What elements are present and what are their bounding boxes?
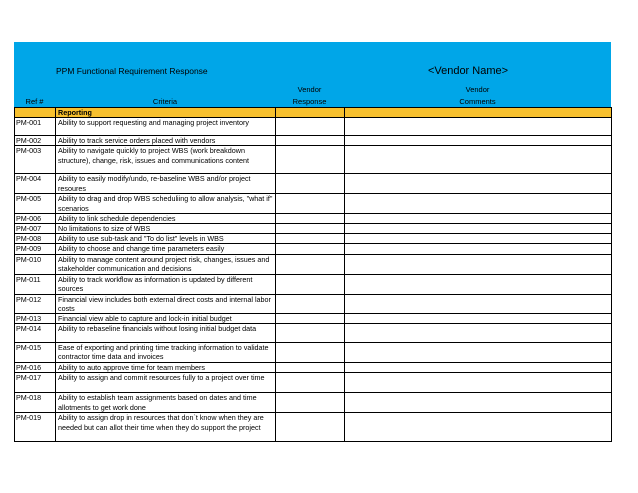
vendor-comments-cell[interactable] bbox=[345, 224, 612, 234]
section-response-cell bbox=[276, 108, 345, 118]
ref-cell: PM-006 bbox=[15, 213, 56, 223]
vendor-response-cell[interactable] bbox=[276, 213, 345, 223]
col-header-comments-line2: Comments bbox=[459, 97, 496, 106]
ref-cell: PM-009 bbox=[15, 244, 56, 254]
table-row bbox=[15, 244, 612, 254]
vendor-response-cell[interactable] bbox=[276, 118, 345, 136]
table-row bbox=[15, 174, 612, 194]
requirements-table bbox=[14, 107, 612, 442]
criteria-cell: Ability to track service orders placed with vendors bbox=[56, 136, 276, 146]
vendor-comments-cell[interactable] bbox=[345, 393, 612, 413]
ref-cell: PM-018 bbox=[15, 393, 56, 413]
criteria-cell: Ability to use sub-task and "To do list" levels in WBS bbox=[56, 234, 276, 244]
vendor-comments-cell[interactable] bbox=[345, 413, 612, 442]
vendor-response-cell[interactable] bbox=[276, 343, 345, 363]
vendor-comments-cell[interactable] bbox=[345, 343, 612, 363]
vendor-response-cell[interactable] bbox=[276, 224, 345, 234]
vendor-name: <Vendor Name> bbox=[427, 65, 509, 77]
vendor-comments-cell[interactable] bbox=[345, 373, 612, 393]
vendor-response-cell[interactable] bbox=[276, 174, 345, 194]
col-header-criteria: Criteria bbox=[152, 97, 178, 106]
col-header-comments-line1: Vendor bbox=[465, 85, 490, 94]
col-header-comments bbox=[344, 84, 611, 108]
vendor-comments-cell[interactable] bbox=[345, 363, 612, 373]
vendor-response-cell[interactable] bbox=[276, 393, 345, 413]
criteria-cell: Ability to support requesting and managing project inventory bbox=[56, 118, 276, 136]
table-row bbox=[15, 314, 612, 324]
table-row bbox=[15, 234, 612, 244]
section-label: Reporting bbox=[56, 108, 276, 118]
ref-cell: PM-003 bbox=[15, 146, 56, 174]
vendor-response-cell[interactable] bbox=[276, 363, 345, 373]
criteria-cell: Ability to link schedule dependencies bbox=[56, 213, 276, 223]
vendor-response-cell[interactable] bbox=[276, 244, 345, 254]
criteria-cell: Ability to auto approve time for team members bbox=[56, 363, 276, 373]
vendor-comments-cell[interactable] bbox=[345, 274, 612, 294]
requirements-sheet bbox=[14, 42, 611, 442]
vendor-response-cell[interactable] bbox=[276, 194, 345, 213]
col-header-response-line1: Vendor bbox=[297, 85, 322, 94]
criteria-cell: Ability to navigate quickly to project WBS (work breakdown structure), change, risk, issues and communications content bbox=[56, 146, 276, 174]
vendor-comments-cell[interactable] bbox=[345, 244, 612, 254]
vendor-response-cell[interactable] bbox=[276, 373, 345, 393]
table-row bbox=[15, 393, 612, 413]
vendor-comments-cell[interactable] bbox=[345, 146, 612, 174]
table-row bbox=[15, 363, 612, 373]
section-comments-cell bbox=[345, 108, 612, 118]
sheet-title: PPM Functional Requirement Response bbox=[56, 66, 208, 76]
criteria-cell: Ability to assign drop in resources that don`t know when they are needed but can allot their time when they do support the project bbox=[56, 413, 276, 442]
table-row bbox=[15, 118, 612, 136]
section-row bbox=[15, 108, 612, 118]
vendor-comments-cell[interactable] bbox=[345, 234, 612, 244]
header-band bbox=[14, 42, 611, 107]
vendor-response-cell[interactable] bbox=[276, 136, 345, 146]
vendor-comments-cell[interactable] bbox=[345, 314, 612, 324]
ref-cell: PM-005 bbox=[15, 194, 56, 213]
table-row bbox=[15, 213, 612, 223]
vendor-response-cell[interactable] bbox=[276, 324, 345, 343]
ref-cell: PM-007 bbox=[15, 224, 56, 234]
vendor-response-cell[interactable] bbox=[276, 146, 345, 174]
criteria-cell: Ability to track workflow as information is updated by different sources bbox=[56, 274, 276, 294]
table-row bbox=[15, 343, 612, 363]
criteria-cell: Ability to choose and change time parameters easily bbox=[56, 244, 276, 254]
vendor-response-cell[interactable] bbox=[276, 254, 345, 274]
vendor-response-cell[interactable] bbox=[276, 314, 345, 324]
col-header-ref: Ref # bbox=[25, 97, 44, 106]
ref-cell: PM-013 bbox=[15, 314, 56, 324]
ref-cell: PM-016 bbox=[15, 363, 56, 373]
criteria-cell: Ability to easily modify/undo, re-baseline WBS and/or project resoures bbox=[56, 174, 276, 194]
criteria-cell: Ability to drag and drop WBS scheduliing to allow analysis, "what if" scenarios bbox=[56, 194, 276, 213]
vendor-comments-cell[interactable] bbox=[345, 254, 612, 274]
col-header-response bbox=[275, 84, 344, 108]
table-row bbox=[15, 224, 612, 234]
table-row bbox=[15, 324, 612, 343]
table-row bbox=[15, 194, 612, 213]
criteria-cell: Ability to establish team assignments based on dates and time allotments to get work done bbox=[56, 393, 276, 413]
vendor-comments-cell[interactable] bbox=[345, 118, 612, 136]
vendor-response-cell[interactable] bbox=[276, 234, 345, 244]
ref-cell: PM-001 bbox=[15, 118, 56, 136]
vendor-comments-cell[interactable] bbox=[345, 194, 612, 213]
table-row bbox=[15, 413, 612, 442]
ref-cell: PM-014 bbox=[15, 324, 56, 343]
ref-cell: PM-017 bbox=[15, 373, 56, 393]
ref-cell: PM-015 bbox=[15, 343, 56, 363]
criteria-cell: Ability to assign and commit resources fully to a project over time bbox=[56, 373, 276, 393]
vendor-comments-cell[interactable] bbox=[345, 294, 612, 313]
vendor-response-cell[interactable] bbox=[276, 294, 345, 313]
table-row bbox=[15, 373, 612, 393]
table-row bbox=[15, 136, 612, 146]
col-header-response-line2: Response bbox=[292, 97, 327, 106]
vendor-response-cell[interactable] bbox=[276, 413, 345, 442]
vendor-comments-cell[interactable] bbox=[345, 174, 612, 194]
vendor-comments-cell[interactable] bbox=[345, 136, 612, 146]
table-row bbox=[15, 146, 612, 174]
table-row bbox=[15, 254, 612, 274]
ref-cell: PM-010 bbox=[15, 254, 56, 274]
ref-cell: PM-002 bbox=[15, 136, 56, 146]
table-row bbox=[15, 294, 612, 313]
ref-cell: PM-011 bbox=[15, 274, 56, 294]
ref-cell: PM-004 bbox=[15, 174, 56, 194]
criteria-cell: Financial view includes both external direct costs and internal labor costs bbox=[56, 294, 276, 313]
section-ref-cell bbox=[15, 108, 56, 118]
criteria-cell: Financial view able to capture and lock-in initial budget bbox=[56, 314, 276, 324]
ref-cell: PM-008 bbox=[15, 234, 56, 244]
criteria-cell: Ability to manage content around project risk, changes, issues and stakeholder communication and decisions bbox=[56, 254, 276, 274]
criteria-cell: Ability to rebaseline financials without losing initial budget data bbox=[56, 324, 276, 343]
vendor-comments-cell[interactable] bbox=[345, 213, 612, 223]
vendor-comments-cell[interactable] bbox=[345, 324, 612, 343]
table-row bbox=[15, 274, 612, 294]
criteria-cell: No limitations to size of WBS bbox=[56, 224, 276, 234]
criteria-cell: Ease of exporting and printing time tracking information to validate contractor time data and invoices bbox=[56, 343, 276, 363]
ref-cell: PM-019 bbox=[15, 413, 56, 442]
vendor-response-cell[interactable] bbox=[276, 274, 345, 294]
ref-cell: PM-012 bbox=[15, 294, 56, 313]
